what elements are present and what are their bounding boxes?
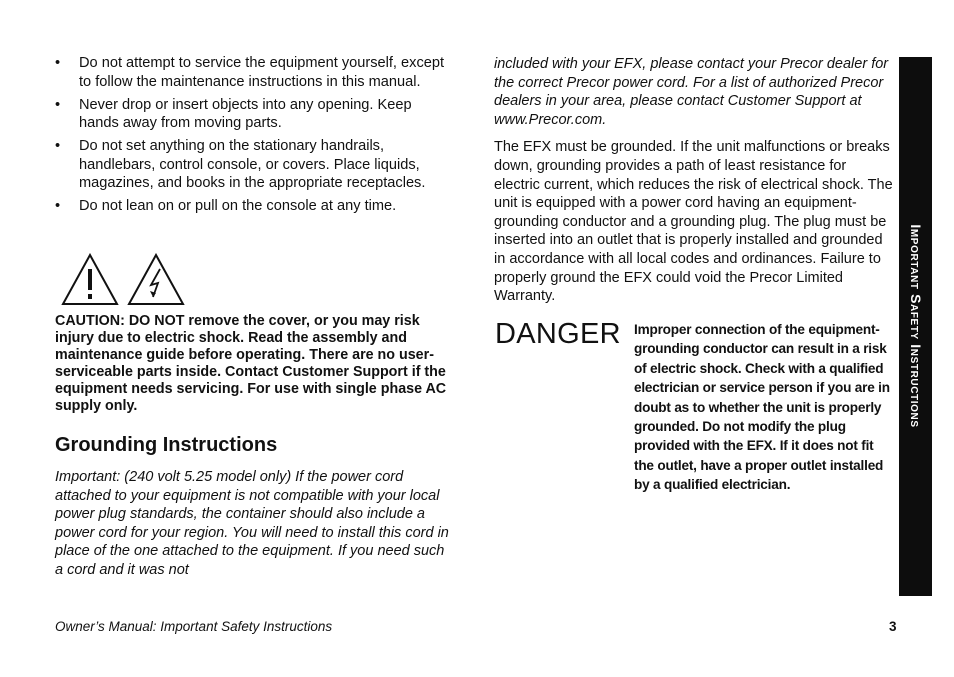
safety-bullet-list bbox=[55, 54, 450, 216]
danger-text: Improper connection of the equipment-grounding conductor can result in a risk of electric shock. Check with a qualified electrician or service person if you are in doubt as to whether the unit is properly grounded. Do not modify the plug provided with the EFX. If it does not fit the outlet, have a proper outlet installed by a qualified electrician. bbox=[634, 322, 890, 493]
grounded-paragraph: The EFX must be grounded. If the unit malfunctions or breaks down, grounding provides a path of least resistance for electric current, which reduces the risk of electrical shock. The unit is equipped with a power cord having an equipment-grounding conductor and a grounding plug. The plug must be inserted into an outlet that is properly installed and grounded in accordance with all local codes and ordinances. Failure to properly ground the EFX could void the Precor Limited Warranty. bbox=[494, 139, 893, 305]
bullet-item: • Do not lean on or pull on the console at any time. bbox=[55, 197, 450, 216]
page-number: 3 bbox=[889, 619, 897, 634]
danger-label: DANGER bbox=[495, 318, 621, 350]
warning-icons bbox=[61, 253, 186, 307]
bullet-item: • Do not attempt to service the equipment yourself, except to follow the maintenance instructions in this manual. bbox=[55, 54, 450, 91]
right-column bbox=[494, 55, 894, 306]
continued-important-text: included with your EFX, please contact your Precor dealer for the correct Precor power cord. For a list of authorized Precor dealers in your area, please contact Customer Support at www.Precor.com. bbox=[494, 56, 889, 128]
side-tab-label: Important Safety Instructions bbox=[908, 224, 924, 428]
footer-title: Owner’s Manual: Important Safety Instructions bbox=[55, 619, 333, 634]
left-column bbox=[55, 54, 450, 220]
important-text: (240 volt 5.25 model only) If the power cord attached to your equipment is not compatible with your local power plug standards, the container should also include a power cord for your region. You will need to install this cord in place of the one attached to the equipment. If you need such a cord and it was not bbox=[55, 469, 449, 578]
important-paragraph bbox=[55, 468, 450, 580]
bullet-item: • Do not set anything on the stationary handrails, handlebars, control console, or covers. Place liquids, magazines, and books in the appropriate receptacles. bbox=[55, 137, 450, 193]
bullet-item: • Never drop or insert objects into any opening. Keep hands away from moving parts. bbox=[55, 96, 450, 133]
electric-shock-warning-icon bbox=[129, 255, 183, 304]
exclamation-warning-icon bbox=[63, 255, 117, 304]
grounding-heading: Grounding Instructions bbox=[55, 434, 278, 456]
important-label: Important: bbox=[55, 469, 121, 485]
caution-text: CAUTION: DO NOT remove the cover, or you may risk injury due to electric shock. Read the assembly and maintenance guide before operating. There are no user-serviceable parts inside. Contact Customer Support if the equipment needs servicing. For use with single phase AC supply only. bbox=[55, 313, 447, 415]
